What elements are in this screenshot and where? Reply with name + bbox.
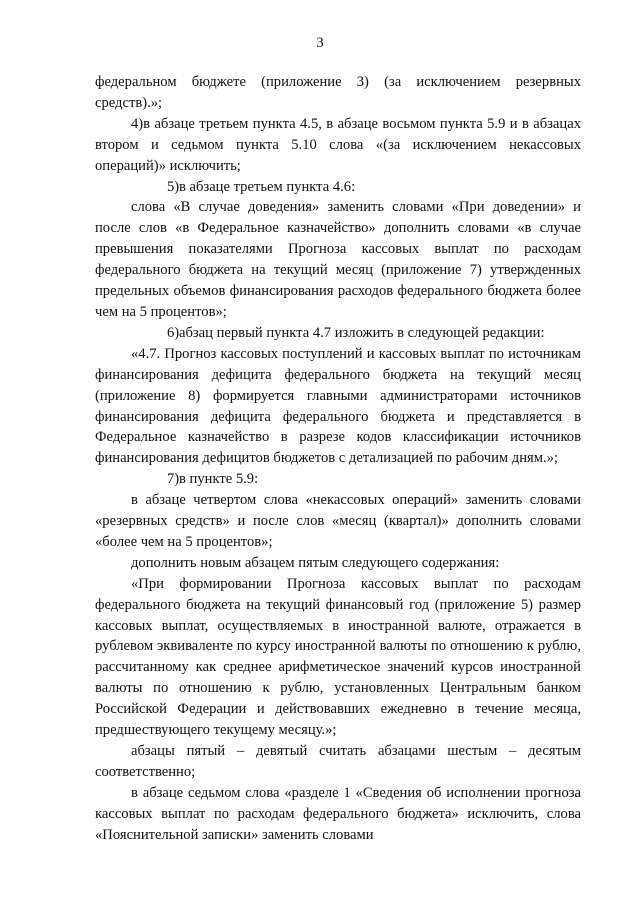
list-item-text: в пункте 5.9: <box>179 471 259 488</box>
list-item-text: абзац первый пункта 4.7 изложить в следующей редакции: <box>179 324 545 341</box>
list-item-5 <box>95 177 581 198</box>
list-item-number: 7) <box>167 471 180 488</box>
page-number: 3 <box>316 35 324 51</box>
document-body <box>95 72 581 846</box>
list-item-4 <box>95 114 581 177</box>
paragraph-12: в абзаце седьмом слова «разделе 1 «Сведения об исполнении прогноза кассовых выплат по расходам федерального бюджета» исключить, слова «Пояснительной записки» заменить словами <box>95 784 581 843</box>
list-item-number: 6) <box>167 324 180 341</box>
list-item-number: 4) <box>131 115 144 132</box>
list-item-7 <box>95 469 581 490</box>
list-item-text: в абзаце третьем пункта 4.6: <box>179 178 356 195</box>
list-item-number: 5) <box>167 178 180 195</box>
paragraph-6: «4.7. Прогноз кассовых поступлений и кассовых выплат по источникам финансирования дефицита федерального бюджета на текущий месяц (приложение 8) формируется главными администраторами источников финансирования дефицита федерального бюджета и представляется в Федеральное казначейство в разрезе кодов классификации источников финансирования дефицитов бюджетов с детализацией по рабочим дням.»; <box>95 345 581 467</box>
paragraph-4: слова «В случае доведения» заменить словами «При доведении» и после слов «в Федеральное казначейство» дополнить словами «в случае превышения показателями Прогноза кассовых выплат по расходам федерального бюджета на текущий месяц (приложение 7) утвержденных предельных объемов финансирования расходов федерального бюджета более чем на 5 процентов»; <box>95 199 581 320</box>
paragraph-8: в абзаце четвертом слова «некассовых операций» заменить словами «резервных средств» и после слов «месяц (квартал)» дополнить словами «более чем на 5 процентов»; <box>95 492 581 550</box>
paragraph-10: «При формировании Прогноза кассовых выплат по расходам федерального бюджета на текущий финансовый год (приложение 5) размер кассовых выплат, осуществляемых в иностранной валюте, отражается в рублевом эквиваленте по курсу иностранной валюты по отношению к рублю, рассчитанному как среднее арифметическое значений курсов иностранной валюты по отношению к рублю, установленных Центральным банком Российской Федерации и действовавших ежедневно в течение месяца, предшествующего текущему месяцу.»; <box>95 575 581 739</box>
paragraph-11: абзацы пятый – девятый считать абзацами шестым – десятым соответственно; <box>95 743 581 780</box>
paragraph-1: федеральном бюджете (приложение 3) (за исключением резервных средств).»; <box>95 74 581 111</box>
list-item-text: в абзаце третьем пункта 4.5, в абзаце восьмом пункта 5.9 и в абзацах втором и седьмом пункта 5.10 слова «(за исключением некассовых операций)» исключить; <box>95 115 581 174</box>
list-item-6 <box>95 323 581 344</box>
paragraph-9: дополнить новым абзацем пятым следующего содержания: <box>131 554 500 571</box>
